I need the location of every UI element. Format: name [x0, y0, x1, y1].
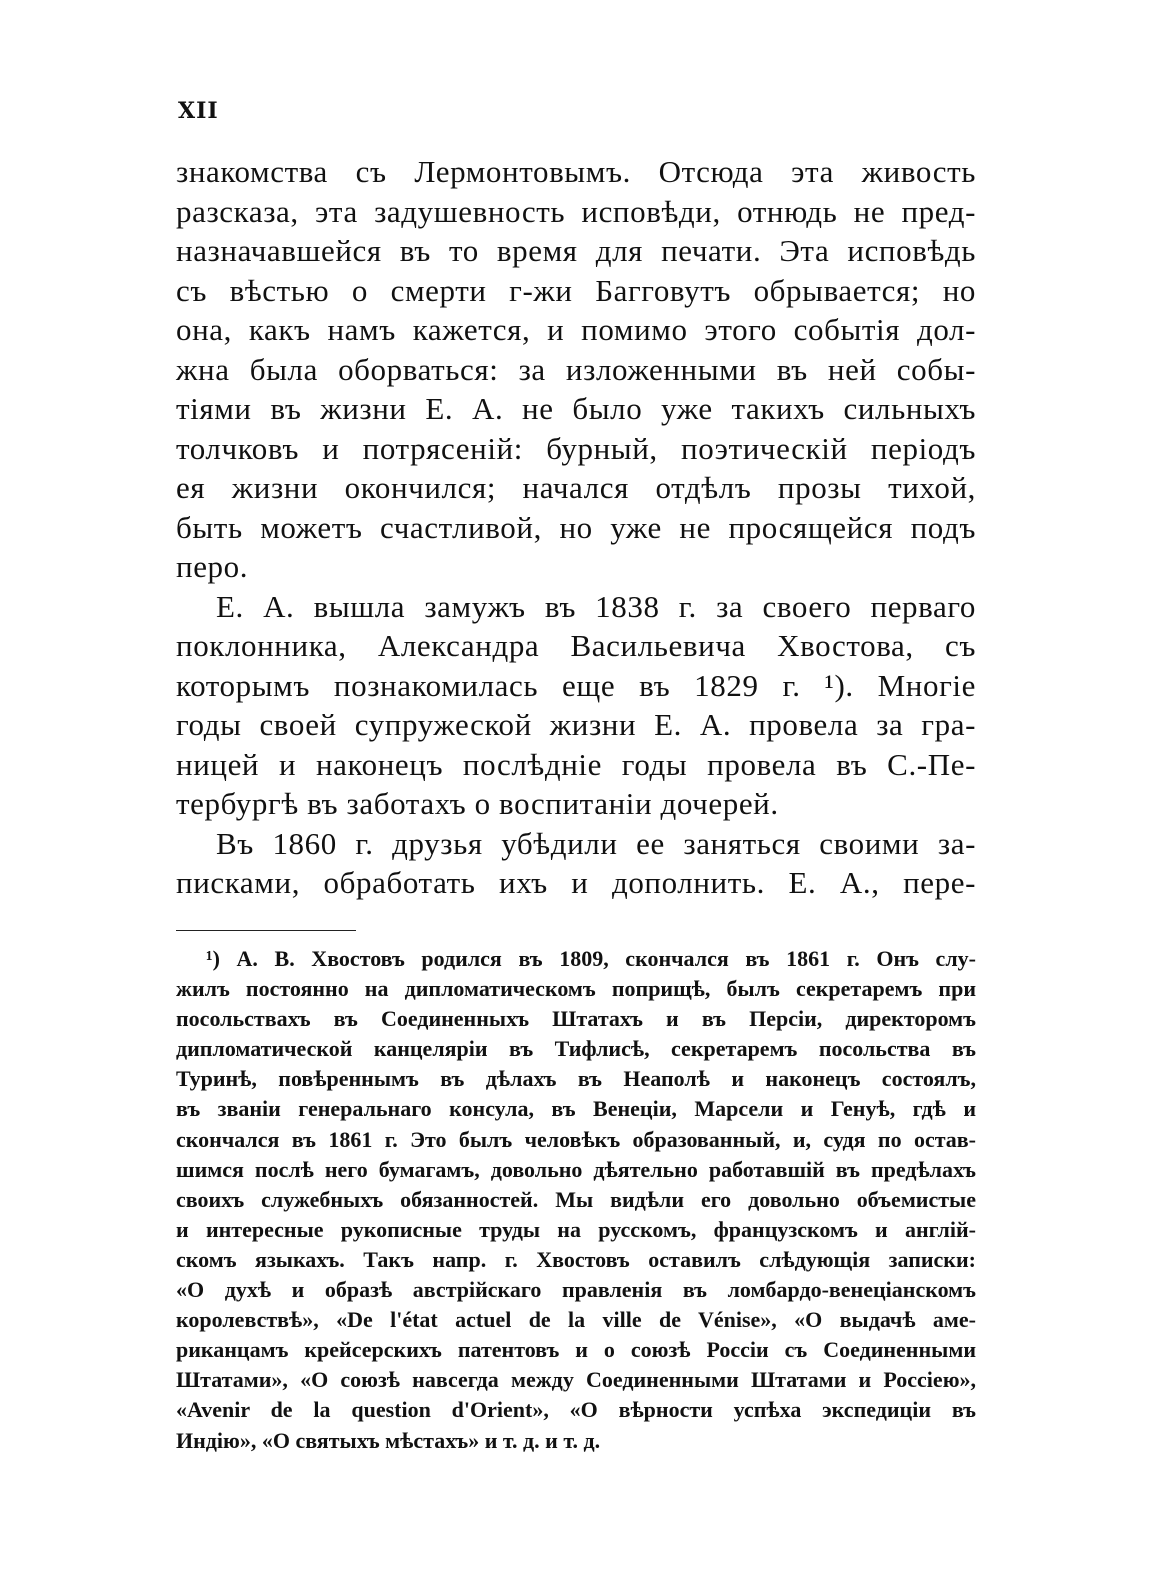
- text-line: ея жизни окончился; начался отдѣлъ прозы тихой,: [176, 470, 976, 505]
- footnote-separator: [176, 930, 356, 931]
- text-line: писками, обработать ихъ и дополнить. Е. А., пере-: [176, 865, 976, 900]
- text-line: съ вѣстью о смерти г-жи Багговутъ обрывается; но: [176, 272, 976, 308]
- footnote-line: «Avenir de la question d'Orient», «О вѣрности успѣха экспедиціи въ: [176, 1397, 976, 1423]
- text-line: тербургѣ въ заботахъ о воспитаніи дочерей.: [176, 786, 779, 821]
- footnote-line: Туринѣ, повѣреннымъ въ дѣлахъ въ Неаполѣ и наконецъ состоялъ,: [176, 1066, 976, 1092]
- footnote-line: и интересные рукописные труды на русскомъ, французскомъ и англій-: [176, 1216, 976, 1242]
- text-line: она, какъ намъ кажется, и помимо этого событія дол-: [176, 312, 976, 347]
- footnote-line: посольствахъ въ Соединенныхъ Штатахъ и въ Персіи, директоромъ: [176, 1006, 976, 1032]
- text-line: разсказа, эта задушевность исповѣди, отнюдь не пред-: [176, 193, 976, 229]
- footnote-line: «О духѣ и образѣ австрійскаго правленія въ ломбардо-венеціанскомъ: [176, 1277, 976, 1303]
- text-line: Въ 1860 г. друзья убѣдили ее заняться своими за-: [216, 825, 976, 861]
- text-line: перо.: [176, 549, 249, 584]
- text-line: жна была оборваться: за изложенными въ ней собы-: [176, 351, 976, 387]
- footnote-line: Индію», «О святыхъ мѣстахъ» и т. д. и т. д.: [176, 1427, 601, 1453]
- page-number: XII: [178, 98, 219, 124]
- text-line: Е. А. вышла замужъ въ 1838 г. за своего перваго: [216, 588, 976, 624]
- footnote-line: дипломатической канцеляріи въ Тифлисѣ, секретаремъ посольства въ: [176, 1036, 976, 1062]
- footnote-line: шимся послѣ него бумагамъ, довольно дѣятельно работавшій въ предѣлахъ: [176, 1156, 976, 1182]
- text-line: ницей и наконецъ послѣдніе годы провела въ С.-Пе-: [176, 746, 976, 782]
- footnote-line: скомъ языкахъ. Такъ напр. г. Хвостовъ оставилъ слѣдующія записки:: [176, 1246, 976, 1272]
- footnote-line: скончался въ 1861 г. Это былъ человѣкъ образованный, и, судя по остав-: [176, 1126, 976, 1152]
- text-line: годы своей супружеской жизни Е. А. провела за гра-: [176, 707, 976, 742]
- text-line: которымъ познакомилась еще въ 1829 г. ¹). Многіе: [176, 667, 976, 703]
- text-line: знакомства съ Лермонтовымъ. Отсюда эта живость: [176, 154, 976, 189]
- text-line: толчковъ и потрясеній: бурный, поэтическій періодъ: [176, 430, 976, 466]
- text-line: тіями въ жизни Е. А. не было уже такихъ сильныхъ: [176, 391, 976, 426]
- footnote-line: королевствѣ», «De l'état actuel de la ville de Vénise», «О выдачѣ аме-: [176, 1307, 976, 1333]
- text-line: назначавшейся въ то время для печати. Эта исповѣдь: [176, 233, 976, 268]
- footnote: [176, 944, 976, 1456]
- main-text: [176, 152, 976, 903]
- footnote-line: Штатами», «О союзѣ навсегда между Соединенными Штатами и Россіею»,: [176, 1367, 976, 1393]
- footnote-line: жилъ постоянно на дипломатическомъ поприщѣ, былъ секретаремъ при: [176, 976, 976, 1002]
- footnote-line: своихъ служебныхъ обязанностей. Мы видѣли его довольно объемистые: [176, 1186, 976, 1212]
- footnote-line: въ званіи генеральнаго консула, въ Венеціи, Марсели и Генуѣ, гдѣ и: [176, 1096, 976, 1122]
- text-line: быть можетъ счастливой, но уже не просящейся подъ: [176, 509, 976, 545]
- text-line: поклонника, Александра Васильевича Хвостова, съ: [176, 628, 976, 663]
- footnote-line: ¹) А. В. Хвостовъ родился въ 1809, скончался въ 1861 г. Онъ слу-: [206, 946, 976, 971]
- footnote-line: риканцамъ крейсерскихъ патентовъ и о союзѣ Россіи съ Соединенными: [176, 1337, 976, 1363]
